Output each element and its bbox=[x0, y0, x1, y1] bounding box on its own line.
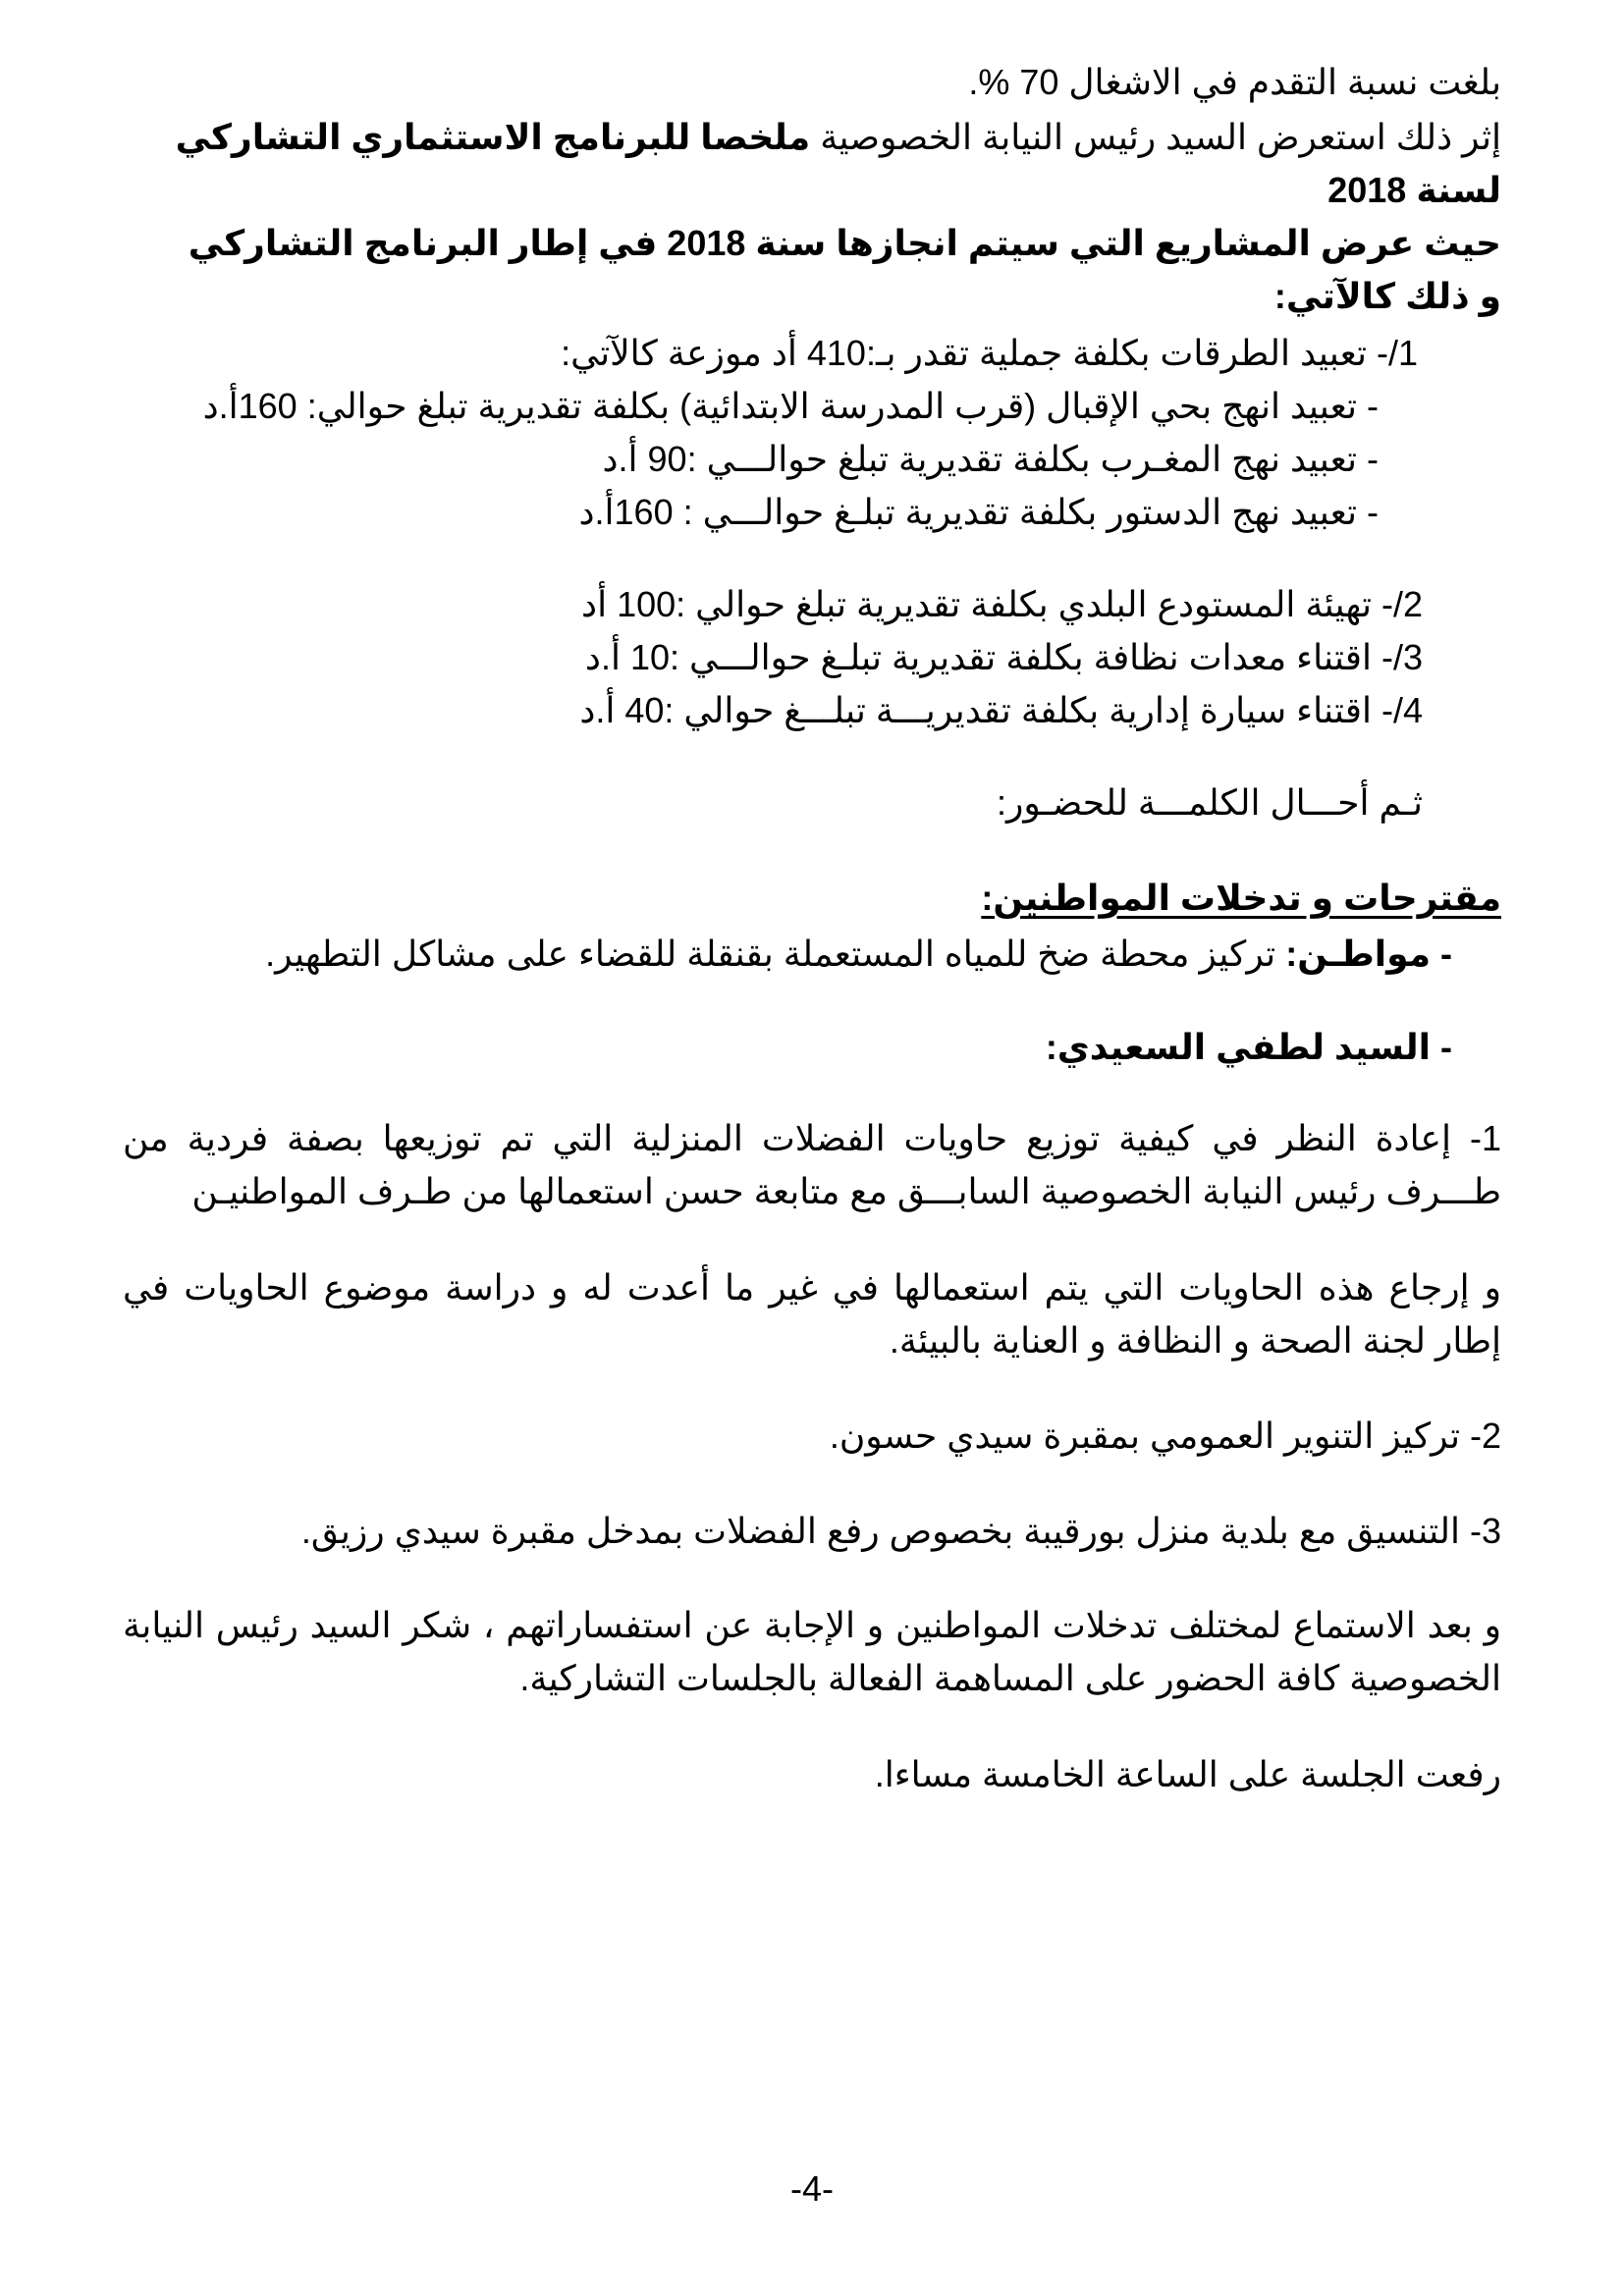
projects-heading-continued: و ذلك كالآتي: bbox=[1273, 276, 1501, 316]
road-subitem-dostour: - تعبيد نهج الدستور بكلفة تقديرية تبلـغ حوالـــي : 160أ.د bbox=[578, 492, 1379, 532]
proposal-1-line-1: 1- إعادة النظر في كيفية توزيع حاويات الفضلات المنزلية التي تم توزيعها بصفة فردية من bbox=[123, 1118, 1501, 1158]
speaker-heading: - السيد لطفي السعيدي: bbox=[1045, 1027, 1452, 1067]
program-year-line: لسنة 2018 bbox=[1327, 170, 1501, 210]
progress-line: بلغت نسبة التقدم في الاشغال 70 %. bbox=[968, 62, 1501, 102]
closing-paragraph-line-1: و بعد الاستماع لمختلف تدخلات المواطنين و الإجابة عن استفساراتهم ، شكر السيد رئيس النيابة bbox=[123, 1605, 1501, 1645]
program-summary-bold: ملخصا للبرنامج الاستثماري التشاركي bbox=[175, 117, 811, 157]
citizen-proposal-text: تركيز محطة ضخ للمياه المستعملة بقنقلة للقضاء على مشاكل التطهير. bbox=[265, 934, 1276, 974]
closing-paragraph-line-2: الخصوصية كافة الحضور على المساهمة الفعالة بالجلسات التشاركية. bbox=[519, 1658, 1501, 1698]
projects-heading-line: حيث عرض المشاريع التي سيتم انجازها سنة 2018 في إطار البرنامج التشاركي bbox=[188, 223, 1501, 263]
page-number: -4- bbox=[790, 2168, 834, 2209]
session-closed-line: رفعت الجلسة على الساعة الخامسة مساءا. bbox=[874, 1754, 1501, 1794]
proposal-1-continued-line-1: و إرجاع هذه الحاويات التي يتم استعمالها في غير ما أعدت له و دراسة موضوع الحاويات في bbox=[123, 1267, 1501, 1308]
floor-handover-line: ثـم أحـــال الكلمـــة للحضـور: bbox=[997, 782, 1423, 823]
proposal-1-continued-line-2: إطار لجنة الصحة و النظافة و العناية بالبيئة. bbox=[889, 1320, 1501, 1361]
roads-item: 1/- تعبيد الطرقات بكلفة جملية تقدر بـ:410 أد موزعة كالآتي: bbox=[561, 333, 1418, 373]
program-intro-line bbox=[176, 116, 1501, 159]
citizen-proposals-heading: مقترحات و تدخلات المواطنين: bbox=[981, 878, 1501, 918]
depot-item: 2/- تهيئة المستودع البلدي بكلفة تقديرية تبلغ حوالي :100 أد bbox=[581, 584, 1423, 624]
proposal-3: 3- التنسيق مع بلدية منزل بورقيبة بخصوص رفع الفضلات بمدخل مقبرة سيدي رزيق. bbox=[300, 1511, 1501, 1551]
citizen-label: - مواطـن: bbox=[1275, 934, 1452, 974]
cleaning-equipment-item: 3/- اقتناء معدات نظافة بكلفة تقديرية تبلـغ حوالـــي :10 أ.د bbox=[584, 637, 1423, 677]
program-intro-text: إثر ذلك استعرض السيد رئيس النيابة الخصوصية bbox=[810, 117, 1501, 157]
proposal-2: 2- تركيز التنوير العمومي بمقبرة سيدي حسون. bbox=[829, 1415, 1501, 1456]
citizen-proposal-line bbox=[265, 933, 1452, 976]
road-subitem-iqbal: - تعبيد انهج بحي الإقبال (قرب المدرسة الابتدائية) بكلفة تقديرية تبلغ حوالي: 160أ.د bbox=[202, 386, 1379, 426]
proposal-1-line-2: طـــرف رئيس النيابة الخصوصية السابـــق مع متابعة حسن استعمالها من طـرف المواطنيـن bbox=[191, 1171, 1501, 1211]
road-subitem-maghreb: - تعبيد نهج المغـرب بكلفة تقديرية تبلغ حوالـــي :90 أ.د bbox=[602, 439, 1379, 479]
admin-car-item: 4/- اقتناء سيارة إدارية بكلفة تقديريـــة تبلـــغ حوالي :40 أ.د bbox=[579, 690, 1423, 730]
